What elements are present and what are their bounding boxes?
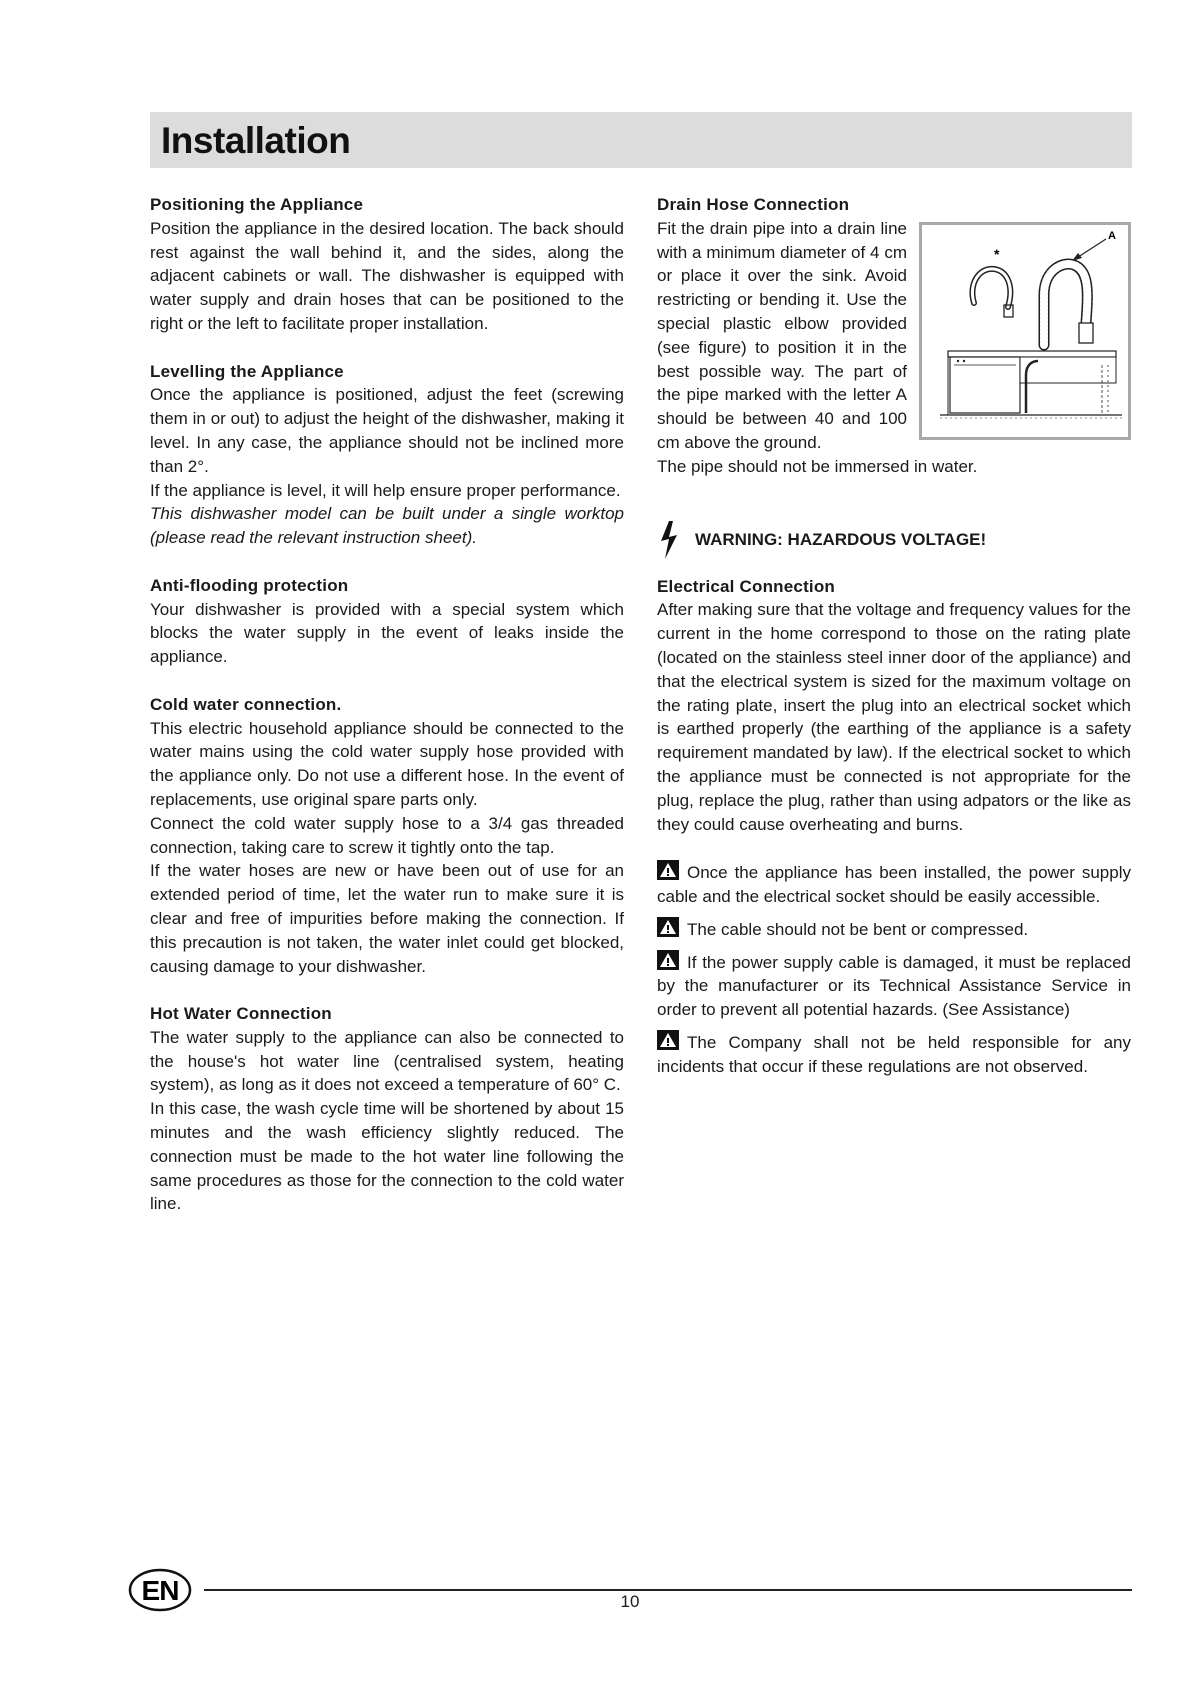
drain-hose-heading: Drain Hose Connection	[657, 195, 850, 214]
caution-item	[657, 1030, 1131, 1079]
caution-text-accessible: Once the appliance has been installed, the power supply cable and the electrical socket should be easily accessible.	[657, 863, 1131, 906]
page-title: Installation	[161, 120, 351, 161]
drain-hose-water-note: The pipe should not be immersed in water.	[657, 456, 978, 476]
lightning-bolt-icon	[657, 519, 683, 561]
language-code: EN	[141, 1575, 179, 1606]
levelling-italic-note: This dishwasher model can be built under a single worktop (please read the relevant instruction sheet).	[150, 504, 624, 548]
caution-item	[657, 950, 1131, 1022]
antiflooding-heading: Anti-flooding protection	[150, 575, 349, 595]
caution-text-liability: The Company shall not be held responsible for any incidents that occur if these regulations are not observed.	[657, 1032, 1131, 1076]
figure-label-a: A	[1108, 229, 1116, 242]
caution-item	[657, 860, 1131, 909]
drain-hose-figure	[919, 222, 1131, 440]
figure-label-star: *	[994, 245, 1000, 262]
electrical-body: After making sure that the voltage and frequency values for the current in the home correspond to those on the rating plate (located on the stainless steel inner door of the appliance) and that the electrical system is sized for the maximum voltage on the rating plate, insert the plug into an electrical socket which is earthed properly (the earthing of the appliance is a safety requirement mandated by law). If the electrical socket to which the appliance must be connected is not appropriate for the plug, replace the plug, rather than using adpators or the like as they could cause overheating and burns.	[657, 600, 1131, 834]
right-column	[657, 193, 1131, 1087]
language-badge	[128, 1568, 192, 1612]
cold-water-body: This electric household appliance should be connected to the water mains using the cold water supply hose provided with the appliance only. Do not use a different hose. In the event of replacements, use original spare parts only.	[150, 718, 624, 809]
warning-triangle-icon	[657, 1030, 679, 1050]
hot-water-body: The water supply to the appliance can also be connected to the house's hot water line (centralised system, heating system), as long as it does not exceed a temperature of 60° C.	[150, 1027, 624, 1095]
page-number: 10	[620, 1592, 640, 1611]
warning-triangle-icon	[657, 950, 679, 970]
left-column	[150, 193, 624, 1216]
hazard-warning	[657, 519, 1131, 561]
cold-water-heading: Cold water connection.	[150, 694, 342, 714]
antiflooding-body: Your dishwasher is provided with a special system which blocks the water supply in the event of leaks inside the appliance.	[150, 599, 624, 667]
cold-water-tap-note: Connect the cold water supply hose to a 3/4 gas threaded connection, taking care to screw it tightly onto the tap.	[150, 813, 624, 857]
section-header-bar	[150, 112, 1132, 168]
warning-triangle-icon	[657, 860, 679, 880]
hot-water-cycle-note: In this case, the wash cycle time will be shortened by about 15 minutes and the wash efficiency slightly reduced. The connection must be made to the hot water line following the same procedures as those for the connection to the cold water line.	[150, 1099, 624, 1214]
levelling-note: If the appliance is level, it will help ensure proper performance.	[150, 480, 621, 500]
positioning-heading: Positioning the Appliance	[150, 195, 364, 214]
hazard-warning-text: WARNING: HAZARDOUS VOLTAGE!	[695, 529, 987, 549]
drain-hose-body: Fit the drain pipe into a drain line with a minimum diameter of 4 cm or place it over the sink. Avoid restricting or bending it. Use the special plastic elbow provided (see figure) to position it in the best possible way. The part of the pipe marked with the letter A should be between 40 and 100 cm above the ground.	[657, 218, 907, 452]
caution-item	[657, 917, 1131, 942]
warning-triangle-icon	[657, 917, 679, 937]
positioning-body: Position the appliance in the desired location. The back should rest against the wall behind it, and the sides, along the adjacent cabinets or wall. The dishwasher is equipped with water supply and drain hoses that can be positioned to the right or the left to facilitate proper installation.	[150, 218, 624, 333]
hot-water-heading: Hot Water Connection	[150, 1004, 332, 1024]
levelling-body: Once the appliance is positioned, adjust the feet (screwing them in or out) to adjust the height of the dishwasher, making it level. In any case, the appliance should not be inclined more than 2°.	[150, 385, 624, 476]
levelling-heading: Levelling the Appliance	[150, 361, 344, 381]
electrical-heading: Electrical Connection	[657, 576, 836, 596]
cold-water-new-hoses-note: If the water hoses are new or have been out of use for an extended period of time, let the water run to make sure it is clear and free of impurities before making the connection. If this precaution is not taken, the water inlet could get blocked, causing damage to your dishwasher.	[150, 861, 624, 976]
caution-text-cable: The cable should not be bent or compressed.	[687, 919, 1029, 939]
caution-text-damaged-cable: If the power supply cable is damaged, it must be replaced by the manufacturer or its Technical Assistance Service in order to prevent all potential hazards. (See Assistance)	[657, 952, 1131, 1020]
